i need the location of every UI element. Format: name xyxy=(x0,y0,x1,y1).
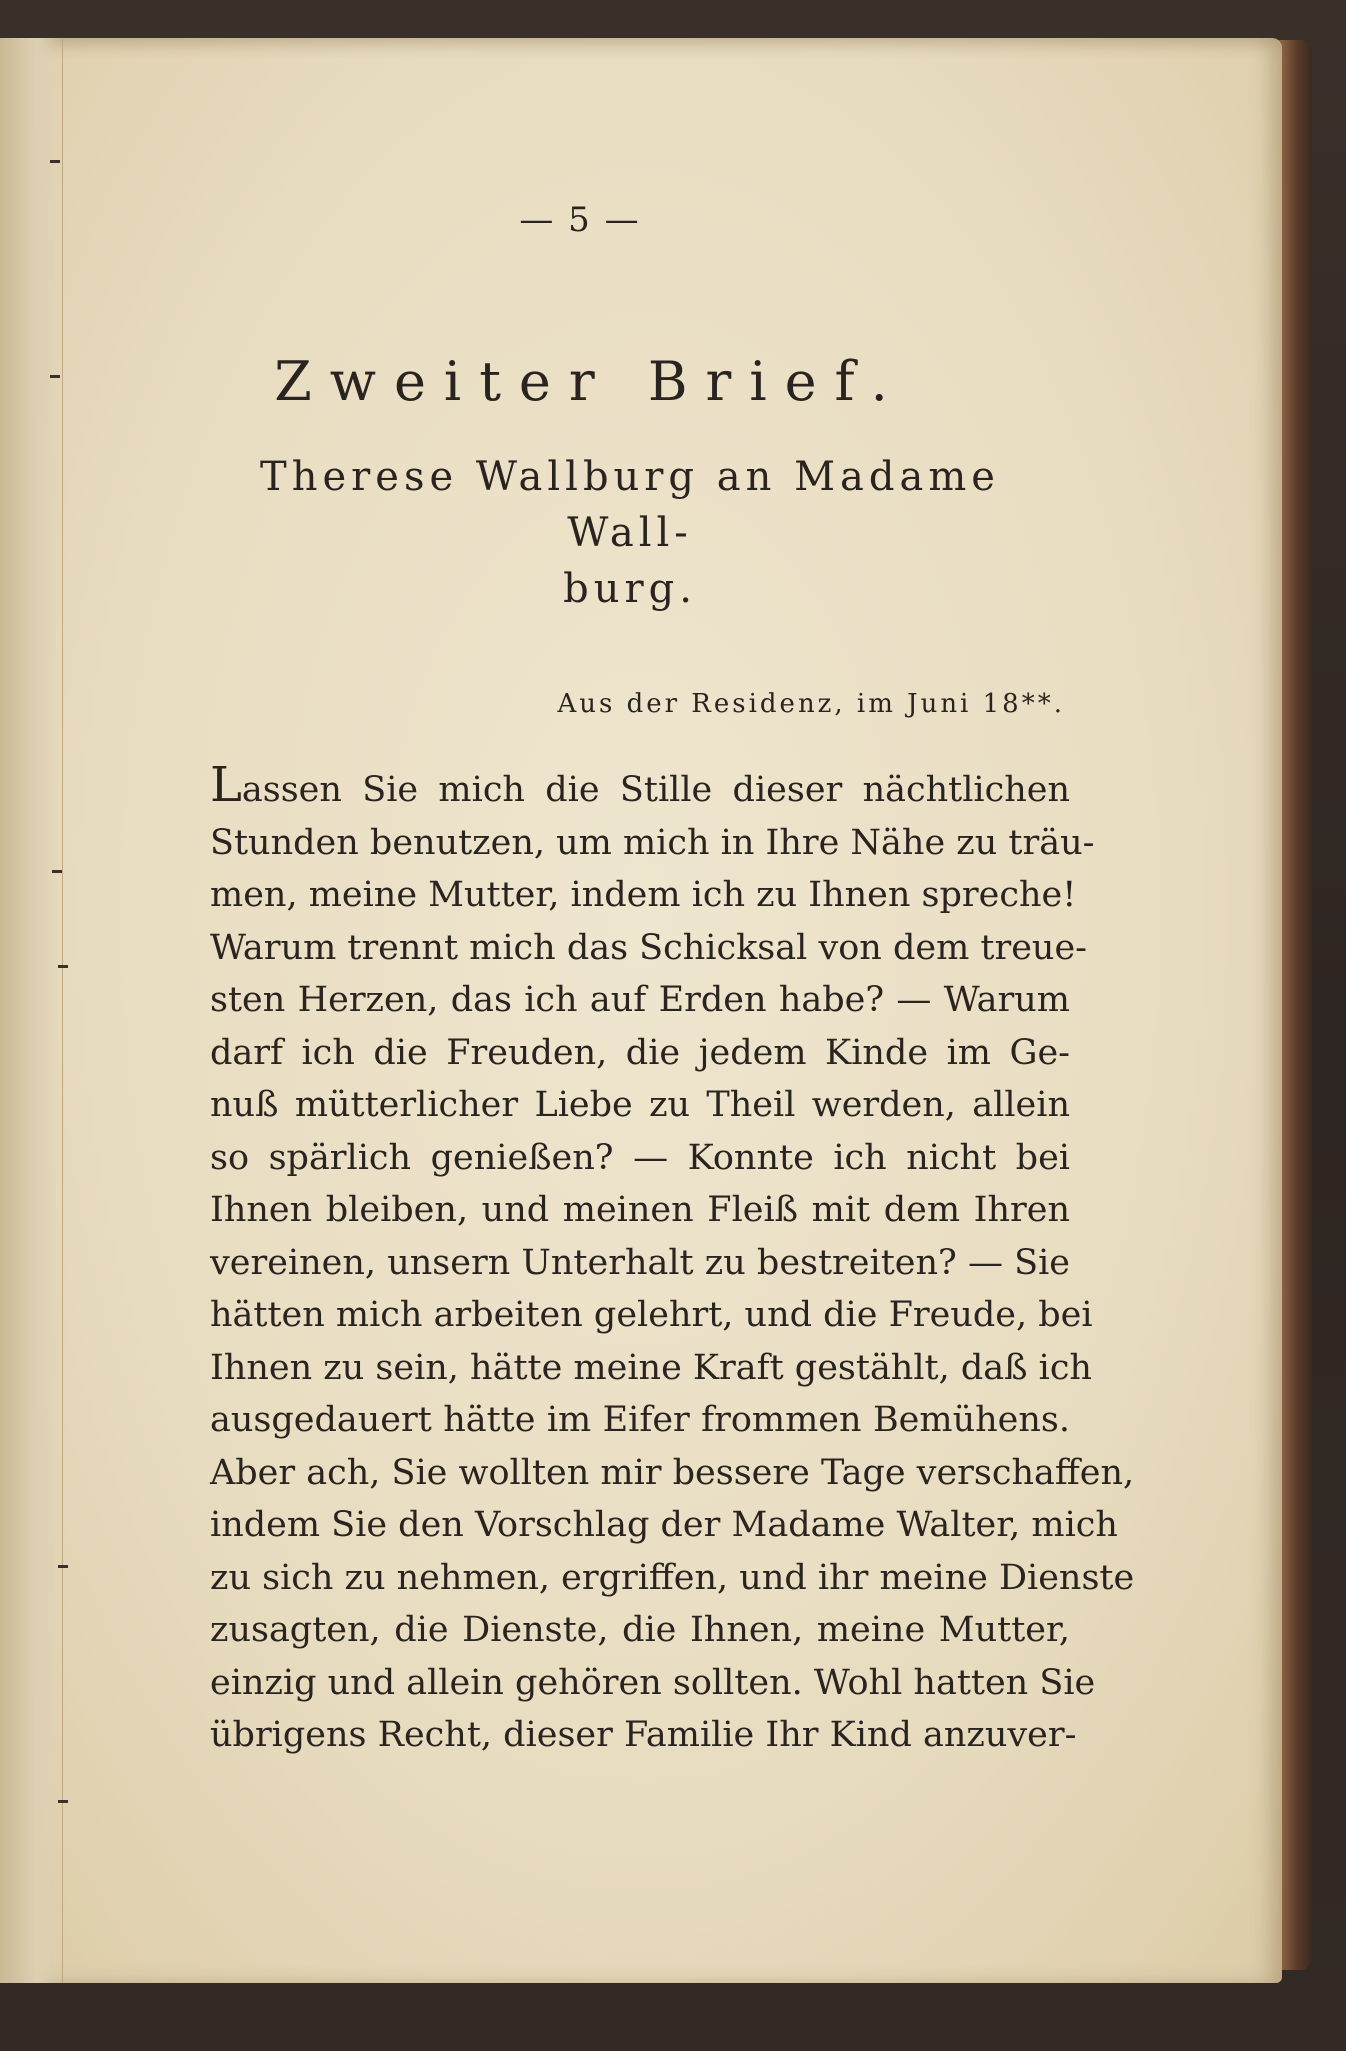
body-line: übrigens Recht, dieser Familie Ihr Kind anzuver- xyxy=(210,1715,1077,1755)
body-line: zusagten, die Dienste, die Ihnen, meine Mutter, xyxy=(210,1610,1070,1650)
body-line: Aber ach, Sie wollten mir bessere Tage verschaffen, xyxy=(210,1452,1135,1493)
margin-mark xyxy=(58,1565,68,1568)
body-line: vereinen, unsern Unterhalt zu bestreiten? — Sie xyxy=(210,1242,1070,1283)
subheading-line: Therese Wallburg an Madame Wall- xyxy=(260,454,1000,556)
body-line: Warum trennt mich das Schicksal von dem treue- xyxy=(210,927,1087,968)
margin-mark xyxy=(50,375,60,378)
body-line: darf ich die Freuden, die jedem Kinde im Ge- xyxy=(210,1032,1070,1073)
body-line: sten Herzen, das ich auf Erden habe? — Warum xyxy=(210,980,1070,1020)
page-number: — 5 — xyxy=(519,200,641,240)
margin-mark xyxy=(58,965,68,968)
body-line: zu sich zu nehmen, ergriffen, und ihr meine Dienste xyxy=(210,1557,1135,1598)
page-gutter xyxy=(0,38,63,1983)
body-line: nuß mütterlicher Liebe zu Theil werden, allein xyxy=(210,1085,1070,1125)
margin-mark xyxy=(52,870,62,873)
letter-subheading xyxy=(190,449,1070,617)
body-line: ausgedauert hätte im Eifer frommen Bemühens. xyxy=(210,1400,1070,1440)
body-line: indem Sie den Vorschlag der Madame Walter, mich xyxy=(210,1505,1118,1545)
margin-mark xyxy=(58,1800,68,1803)
body-line: Stunden benutzen, um mich in Ihre Nähe zu träu- xyxy=(210,822,1095,863)
body-line: so spärlich genießen? — Konnte ich nicht bei xyxy=(210,1137,1070,1178)
body-line: hätten mich arbeiten gelehrt, und die Freude, bei xyxy=(210,1295,1093,1335)
letter-body xyxy=(210,757,1135,1762)
body-line: Ihnen bleiben, und meinen Fleiß mit dem Ihren xyxy=(210,1190,1070,1230)
dateline: Aus der Residenz, im Juni 18**. xyxy=(557,689,1065,719)
subheading-line: burg. xyxy=(563,566,697,612)
body-line: einzig und allein gehören sollten. Wohl hatten Sie xyxy=(210,1662,1096,1703)
page-text-column xyxy=(210,200,1135,1762)
body-line: Lassen Sie mich die Stille dieser nächtlichen xyxy=(210,757,1070,813)
body-line: men, meine Mutter, indem ich zu Ihnen spreche! xyxy=(210,875,1077,915)
body-line: Ihnen zu sein, hätte meine Kraft gestählt, daß ich xyxy=(210,1347,1092,1388)
margin-mark xyxy=(50,160,60,163)
letter-heading: Zweiter Brief. xyxy=(274,350,906,413)
